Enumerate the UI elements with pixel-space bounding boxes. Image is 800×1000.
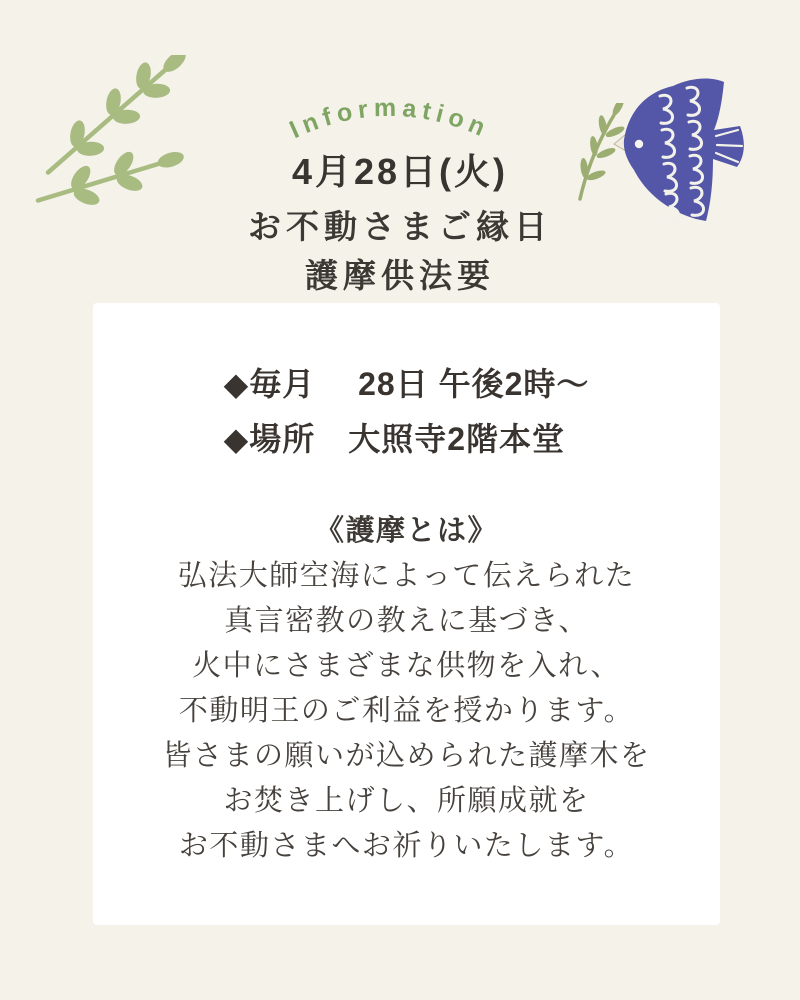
goma-description [93, 509, 720, 869]
goma-body-line: お不動さまへお祈りいたします。 [178, 830, 635, 862]
information-text: Information [285, 93, 495, 145]
schedule-line: ◆毎月 28日 午後2時〜 [223, 366, 590, 402]
information-arc-label [255, 80, 525, 160]
goma-body-line: 不動明王のご利益を授かります。 [178, 695, 635, 727]
goma-body-line: 皆さまの願いが込められた護摩木を [162, 740, 651, 772]
goma-body-line: 火中にさまざまな供物を入れ、 [192, 650, 621, 682]
goma-body-line: 弘法大師空海によって伝えられた [177, 560, 636, 592]
poster-header [0, 150, 800, 300]
event-title-line2: 護摩供法要 [305, 257, 495, 294]
event-title-line1: お不動さまご縁日 [248, 208, 552, 245]
event-date: 4月28日(火) [291, 151, 509, 192]
info-card [93, 303, 720, 925]
goma-body-line: お焚き上げし、所願成就を [223, 785, 590, 817]
goma-body-line: 真言密教の教えに基づき、 [224, 605, 589, 637]
svg-text:Information [285, 94, 494, 144]
place-line: ◆場所 大照寺2階本堂 [223, 421, 566, 457]
goma-section-title: 《護摩とは》 [314, 515, 498, 547]
event-details [224, 357, 590, 467]
